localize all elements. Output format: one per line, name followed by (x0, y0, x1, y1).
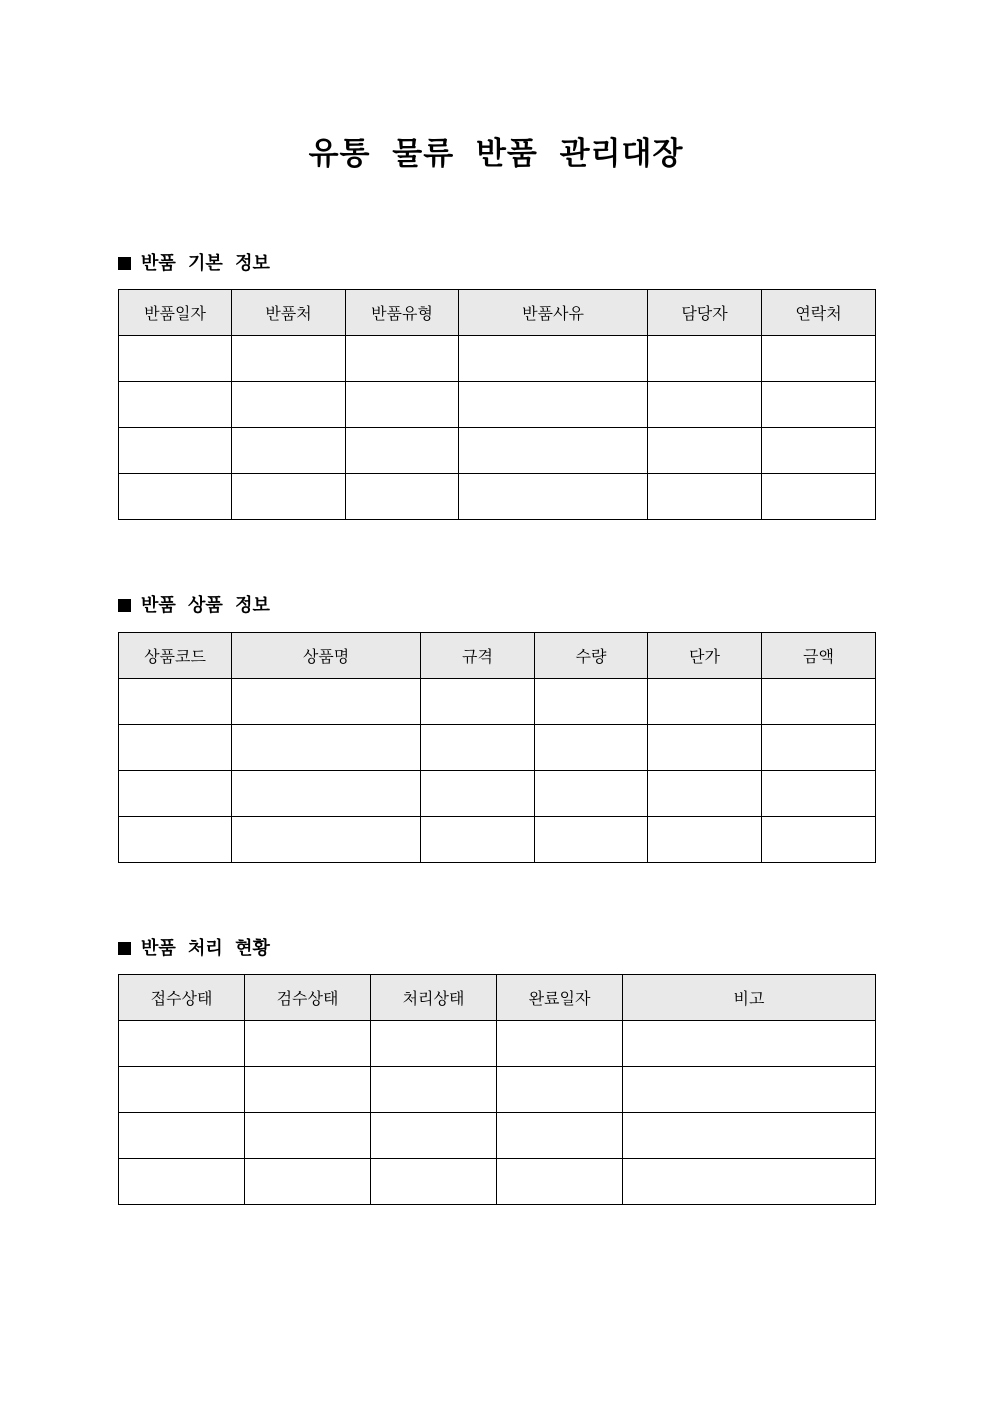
table-cell[interactable] (762, 771, 876, 817)
table-cell[interactable] (119, 817, 232, 863)
table-cell[interactable] (762, 474, 876, 520)
table-cell[interactable] (535, 771, 648, 817)
table-cell[interactable] (459, 474, 648, 520)
table-row (119, 474, 876, 520)
table-cell[interactable] (346, 382, 459, 428)
table-cell[interactable] (497, 1021, 623, 1067)
column-header-return-date: 반품일자 (119, 290, 232, 336)
table-cell[interactable] (459, 428, 648, 474)
table-cell[interactable] (623, 1159, 876, 1205)
table-cell[interactable] (119, 725, 232, 771)
table-row (119, 679, 876, 725)
table-row (119, 817, 876, 863)
table-cell[interactable] (245, 1159, 371, 1205)
column-header-completion-date: 완료일자 (497, 975, 623, 1021)
column-header-product-name: 상품명 (232, 633, 421, 679)
table-cell[interactable] (762, 428, 876, 474)
table-cell[interactable] (623, 1067, 876, 1113)
section-heading-process (118, 937, 270, 961)
column-header-product-code: 상품코드 (119, 633, 232, 679)
column-header-receipt-status: 접수상태 (119, 975, 245, 1021)
column-header-return-type: 반품유형 (346, 290, 459, 336)
table-cell[interactable] (459, 382, 648, 428)
column-header-processing-status: 처리상태 (371, 975, 497, 1021)
table-cell[interactable] (497, 1067, 623, 1113)
table-cell[interactable] (762, 336, 876, 382)
column-header-amount: 금액 (762, 633, 876, 679)
section-heading-basic (118, 252, 270, 276)
table-cell[interactable] (232, 771, 421, 817)
table-cell[interactable] (421, 817, 535, 863)
table-cell[interactable] (346, 336, 459, 382)
table-cell[interactable] (245, 1021, 371, 1067)
column-header-remarks: 비고 (623, 975, 876, 1021)
table-header-row (119, 290, 876, 336)
table-cell[interactable] (421, 679, 535, 725)
table-row (119, 725, 876, 771)
table-cell[interactable] (232, 679, 421, 725)
table-cell[interactable] (371, 1021, 497, 1067)
table-cell[interactable] (648, 725, 762, 771)
table-cell[interactable] (648, 771, 762, 817)
table-cell[interactable] (762, 382, 876, 428)
table-cell[interactable] (119, 474, 232, 520)
square-bullet-icon (118, 257, 131, 270)
table-cell[interactable] (346, 428, 459, 474)
table-cell[interactable] (232, 336, 346, 382)
section-heading-process-label: 반품 처리 현황 (141, 938, 270, 959)
table-header-row (119, 975, 876, 1021)
table-row (119, 771, 876, 817)
table-cell[interactable] (762, 817, 876, 863)
table-cell[interactable] (119, 336, 232, 382)
basic-info-table (118, 289, 876, 520)
table-cell[interactable] (371, 1113, 497, 1159)
table-cell[interactable] (648, 382, 762, 428)
square-bullet-icon (118, 942, 131, 955)
table-cell[interactable] (232, 817, 421, 863)
table-cell[interactable] (623, 1113, 876, 1159)
column-header-quantity: 수량 (535, 633, 648, 679)
table-row (119, 382, 876, 428)
table-cell[interactable] (119, 771, 232, 817)
table-cell[interactable] (232, 428, 346, 474)
column-header-manager: 담당자 (648, 290, 762, 336)
table-row (119, 1021, 876, 1067)
table-cell[interactable] (232, 474, 346, 520)
table-cell[interactable] (497, 1113, 623, 1159)
page-title: 유통 물류 반품 관리대장 (308, 136, 684, 172)
column-header-return-destination: 반품처 (232, 290, 346, 336)
table-cell[interactable] (119, 428, 232, 474)
table-row (119, 1067, 876, 1113)
table-cell[interactable] (648, 679, 762, 725)
table-cell[interactable] (346, 474, 459, 520)
table-row (119, 1159, 876, 1205)
table-cell[interactable] (119, 1159, 245, 1205)
table-cell[interactable] (119, 1067, 245, 1113)
column-header-unit-price: 단가 (648, 633, 762, 679)
table-cell[interactable] (535, 679, 648, 725)
table-cell[interactable] (648, 428, 762, 474)
table-cell[interactable] (623, 1021, 876, 1067)
table-row (119, 428, 876, 474)
square-bullet-icon (118, 599, 131, 612)
table-cell[interactable] (232, 382, 346, 428)
section-heading-items-label: 반품 상품 정보 (141, 595, 270, 616)
table-cell[interactable] (232, 725, 421, 771)
table-cell[interactable] (459, 336, 648, 382)
table-cell[interactable] (119, 679, 232, 725)
column-header-spec: 규격 (421, 633, 535, 679)
table-cell[interactable] (535, 817, 648, 863)
table-header-row (119, 633, 876, 679)
table-cell[interactable] (648, 817, 762, 863)
table-cell[interactable] (762, 725, 876, 771)
table-row (119, 336, 876, 382)
table-cell[interactable] (371, 1067, 497, 1113)
table-cell[interactable] (648, 474, 762, 520)
table-cell[interactable] (535, 725, 648, 771)
table-row (119, 1113, 876, 1159)
column-header-inspection-status: 검수상태 (245, 975, 371, 1021)
process-status-table (118, 974, 876, 1205)
section-heading-items (118, 594, 270, 618)
table-cell[interactable] (762, 679, 876, 725)
section-heading-basic-label: 반품 기본 정보 (141, 253, 270, 274)
table-cell[interactable] (497, 1159, 623, 1205)
table-cell[interactable] (119, 382, 232, 428)
table-cell[interactable] (119, 1113, 245, 1159)
item-info-table (118, 632, 876, 863)
table-cell[interactable] (648, 336, 762, 382)
column-header-return-reason: 반품사유 (459, 290, 648, 336)
table-cell[interactable] (245, 1113, 371, 1159)
table-cell[interactable] (119, 1021, 245, 1067)
column-header-contact: 연락처 (762, 290, 876, 336)
table-cell[interactable] (421, 725, 535, 771)
table-cell[interactable] (371, 1159, 497, 1205)
table-cell[interactable] (421, 771, 535, 817)
table-cell[interactable] (245, 1067, 371, 1113)
